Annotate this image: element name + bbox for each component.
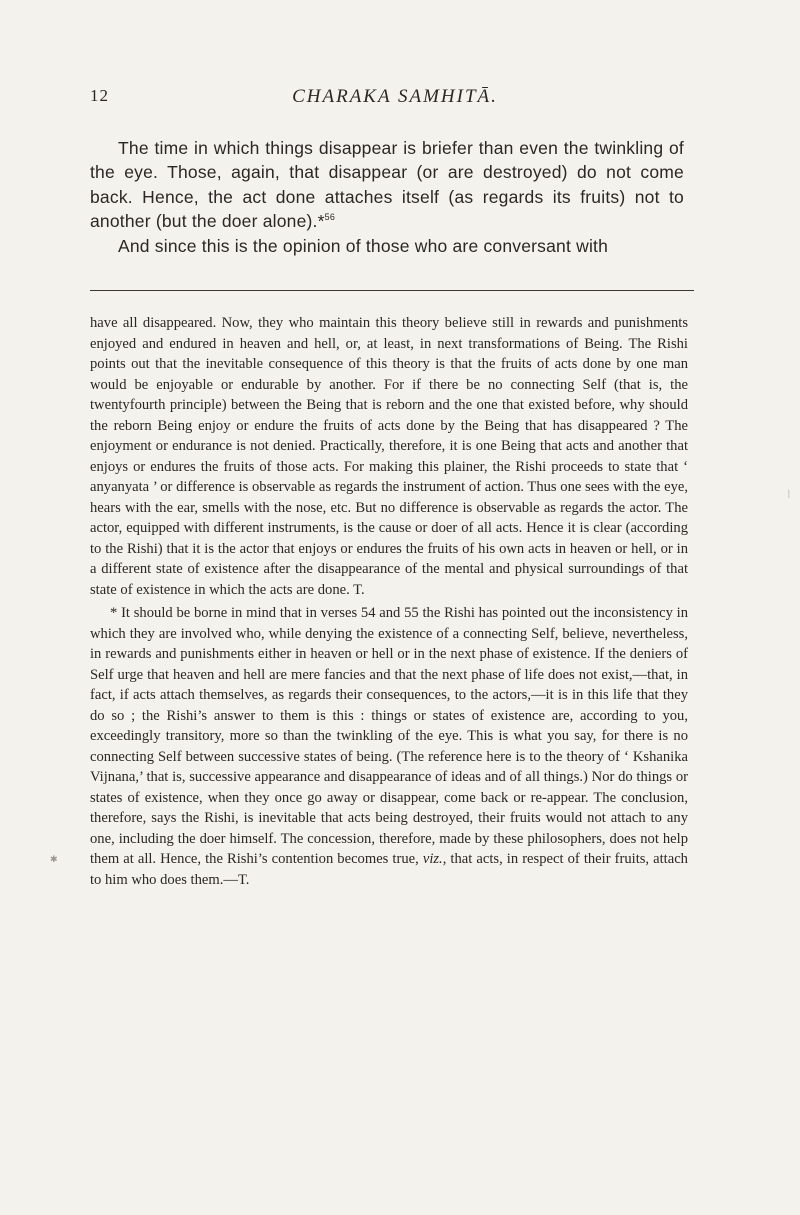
footnotes xyxy=(90,313,688,890)
main-paragraph-1 xyxy=(90,136,684,234)
running-title: CHARAKA SAMHITĀ. xyxy=(292,86,498,107)
main-paragraph-2: And since this is the opinion of those who are conversant with xyxy=(118,235,609,256)
footnote-56-text-b: , that acts, in respect of their fruits, attach to him who does them.—T. xyxy=(90,851,688,888)
footnote-reference: 56 xyxy=(324,212,336,223)
page-header xyxy=(90,86,700,112)
footnote-continuation: have all disappeared. Now, they who maintain this theory believe still in rewards and punishments enjoyed and endured in heaven and hell, or, at least, in next transformations of Being. The Rishi points out that the inevitable consequence of this theory is that the fruits of acts done by one man would be enjoyable or endurable by another. For if there be no connecting Self (that is, the twentyfourth principle) between the Being that is reborn and the one that existed before, why should the reborn Being enjoy or endure the fruits of acts done by the Being that has disappeared ? The enjoyment or endurance is not denied. Practically, therefore, it is one Being that acts and another that enjoys or endures the fruits of those acts. For making this plainer, the Rishi proceeds to state that ‘ anyanyata ’ or difference is observable as regards the instrument of action. Thus one sees with the eye, hears with the ear, smells with the nose, etc. But no difference is observable as regards the actor. The actor, equipped with different instruments, is the cause or doer of all acts. Hence it is clear (according to the Rishi) that it is the actor that enjoys or endures the fruits of his own acts in heaven or hell, or in a different state of existence after the disappearance of the mental and physical surroundings of that state of existence in which the acts are done. T. xyxy=(90,315,688,598)
main-paragraph-1-text: The time in which things disappear is briefer than even the twinkling of the eye. Those, again, that disappear (or are destroyed) do not come back. Hence, the act done attaches itself (as regards its fruits) not to another (but the doer alone).* xyxy=(90,138,684,232)
margin-speck: | xyxy=(788,488,790,498)
footnote-56 xyxy=(90,603,688,890)
footnote-divider xyxy=(90,290,694,291)
page-number: 12 xyxy=(90,86,109,105)
footnote-56-text-a: * It should be borne in mind that in verses 54 and 55 the Rishi has pointed out the inconsistency in which they are involved who, while denying the existence of a connecting Self, believe, nevertheless, in rewards and punishments either in heaven or hell or in the next phase of existence. If the deniers of Self urge that heaven and hell are mere fancies and that the next phase of life does not exist,—that, in fact, if acts attach themselves, as regards their consequences, to the actors,—it is in this life that they do so ; the Rishi’s answer to them is this : things or states of existence are, according to you, exceedingly transitory, more so than the twinkling of the eye. This is what you say, for there is no connecting Self between successive states of being. (The reference here is to the theory of ‘ Kshanika Vijnana,’ that is, successive appearance and disappearance of ideas and of all things.) Nor do things or states of existence, when they once go away or disappear, come back or re-appear. The conclusion, therefore, says the Rishi, is inevitable that acts being destroyed, their fruits would not attach to any one, including the doer himself. The concession, therefore, made by these philosophers, does not help them at all. Hence, the Rishi’s contention becomes true, xyxy=(90,605,688,867)
margin-speck: ✱ xyxy=(50,854,58,864)
footnote-56-viz: viz. xyxy=(422,851,443,867)
main-text xyxy=(90,136,684,258)
